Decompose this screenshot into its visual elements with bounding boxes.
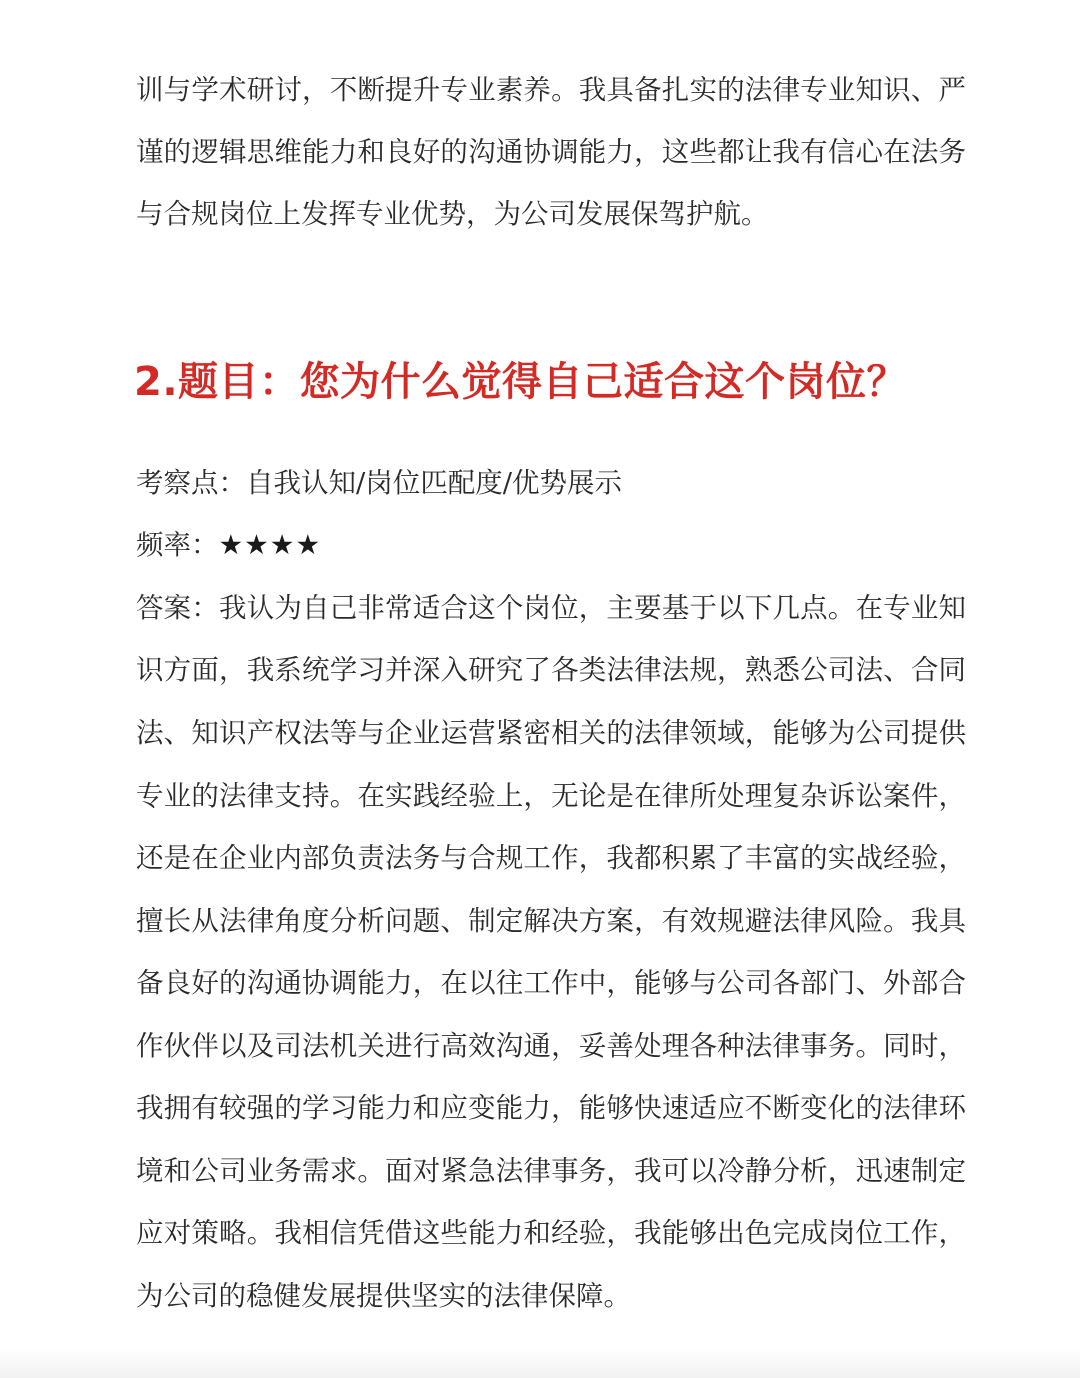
frequency-stars-icon: ★★★★ — [218, 529, 322, 561]
answer-line-12: 为公司的稳健发展提供坚实的法律保障。 — [136, 1280, 631, 1312]
question-heading: 2.题目：您为什么觉得自己适合这个岗位？ — [134, 359, 908, 405]
answer-line-1: 答案：我认为自己非常适合这个岗位，主要基于以下几点。在专业知 — [136, 592, 966, 624]
intro-line-3: 与合规岗位上发挥专业优势，为公司发展保驾护航。 — [136, 198, 769, 230]
frequency-row — [136, 525, 321, 565]
intro-line-2: 谨的逻辑思维能力和良好的沟通协调能力，这些都让我有信心在法务 — [136, 136, 966, 168]
answer-line-4: 专业的法律支持。在实践经验上，无论是在律所处理复杂诉讼案件， — [136, 780, 966, 812]
assessment-value: 自我认知/岗位匹配度/优势展示 — [246, 467, 623, 499]
intro-line-1: 训与学术研讨，不断提升专业素养。我具备扎实的法律专业知识、严 — [136, 74, 966, 106]
frequency-label: 频率： — [136, 529, 219, 561]
answer-line-11: 应对策略。我相信凭借这些能力和经验，我能够出色完成岗位工作， — [136, 1217, 966, 1249]
answer-line-3: 法、知识产权法等与企业运营紧密相关的法律领域，能够为公司提供 — [136, 717, 966, 749]
assessment-row — [136, 463, 622, 503]
answer-line-8: 作伙伴以及司法机关进行高效沟通，妥善处理各种法律事务。同时， — [136, 1030, 966, 1062]
answer-line-7: 备良好的沟通协调能力，在以往工作中，能够与公司各部门、外部合 — [136, 967, 966, 999]
answer-line-9: 我拥有较强的学习能力和应变能力，能够快速适应不断变化的法律环 — [136, 1092, 966, 1124]
answer-line-5: 还是在企业内部负责法务与合规工作，我都积累了丰富的实战经验， — [136, 842, 966, 874]
answer-line-6: 擅长从法律角度分析问题、制定解决方案，有效规避法律风险。我具 — [136, 905, 966, 937]
assessment-label: 考察点： — [136, 467, 246, 499]
answer-line-10: 境和公司业务需求。面对紧急法律事务，我可以冷静分析，迅速制定 — [136, 1155, 966, 1187]
page-bottom-shadow — [0, 1348, 1080, 1378]
answer-line-2: 识方面，我系统学习并深入研究了各类法律法规，熟悉公司法、合同 — [136, 654, 966, 686]
